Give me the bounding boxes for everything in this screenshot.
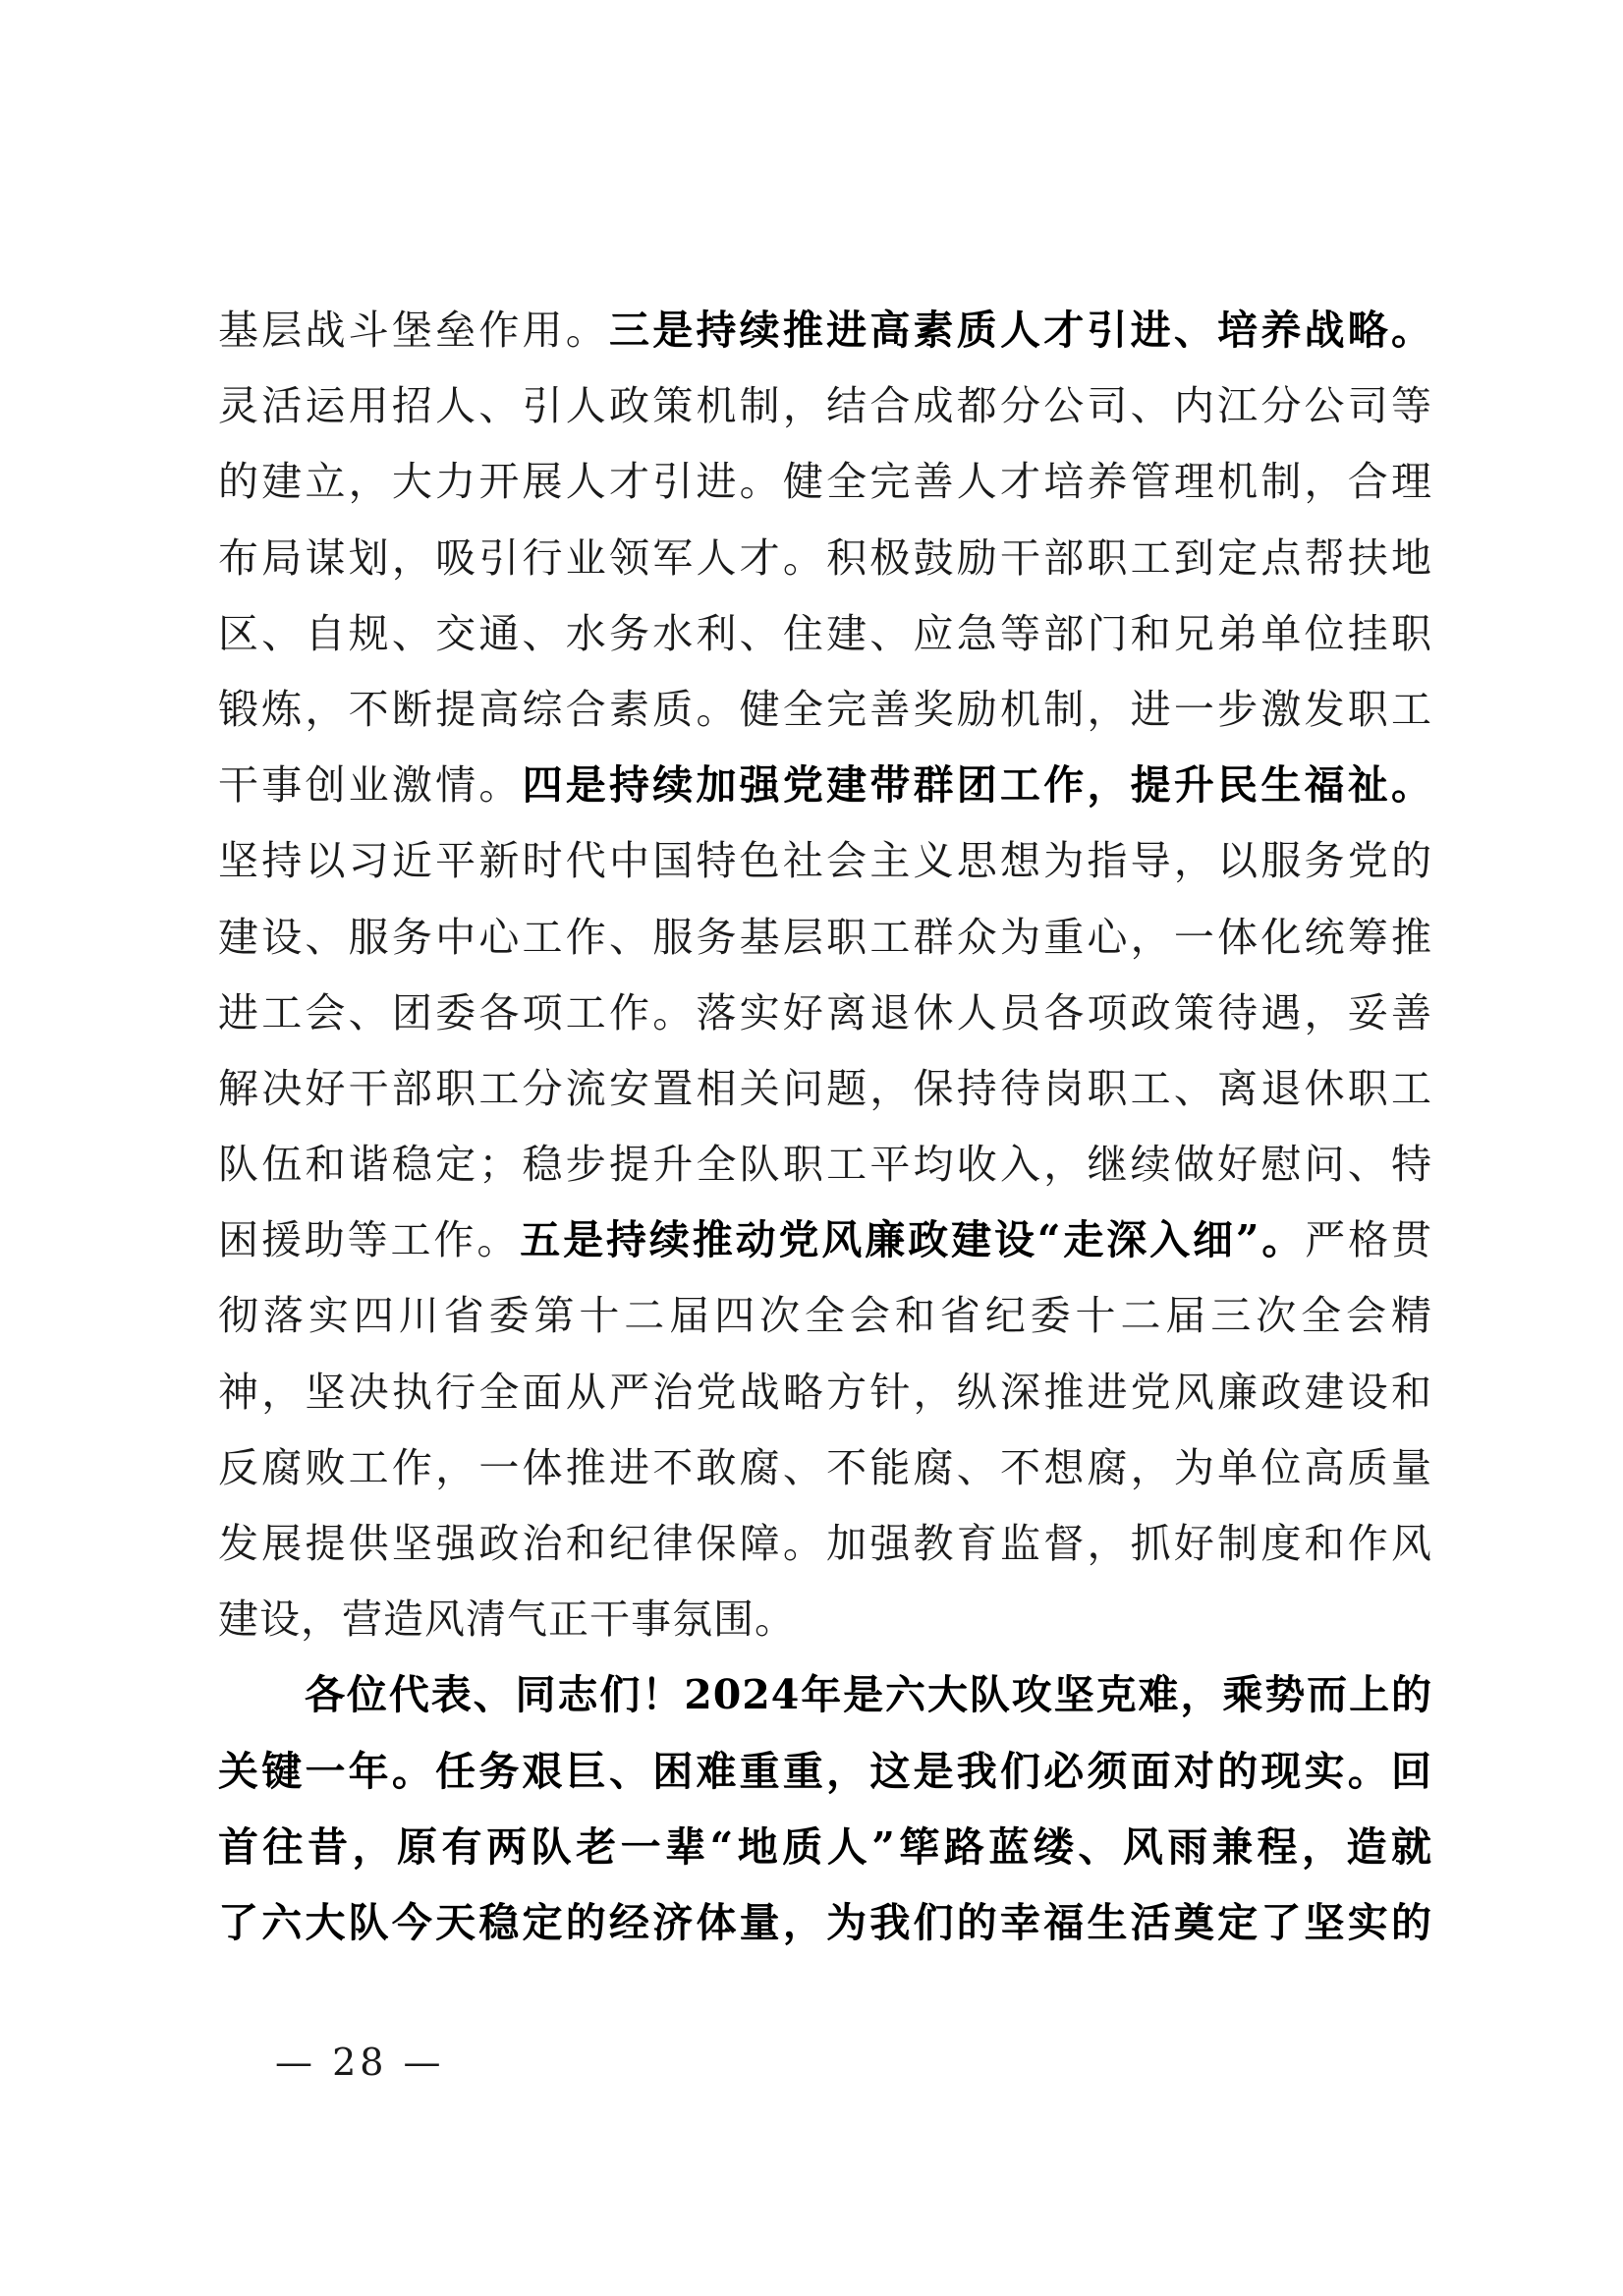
text-line <box>218 823 1432 899</box>
text-line <box>218 1203 1432 1278</box>
text-segment: 干事创业激情。 <box>218 761 523 810</box>
text-segment: 反腐败工作，一体推进不敢腐、不能腐、不想腐，为单位高质量 <box>218 1443 1432 1491</box>
text-segment: 发展提供坚强政治和纪律保障。加强教育监督，抓好制度和作风 <box>218 1520 1432 1567</box>
text-segment: 队伍和谐稳定；稳步提升全队职工平均收入，继续做好慰问、特 <box>218 1141 1432 1189</box>
text-segment: 解决好干部职工分流安置相关问题，保持待岗职工、离退休职工 <box>218 1064 1432 1112</box>
text-segment: 建设、服务中心工作、服务基层职工群众为重心，一体化统筹推 <box>218 913 1432 961</box>
bold-text-segment: 五是持续推动党风廉政建设“走深入细”。 <box>520 1216 1306 1264</box>
text-line <box>218 521 1432 596</box>
bold-text-segment: 关键一年。任务艰巨、困难重重，这是我们必须面对的现实。回 <box>218 1747 1432 1795</box>
text-line <box>218 672 1432 748</box>
text-segment: 锻炼，不断提高综合素质。健全完善奖励机制，进一步激发职工 <box>218 685 1432 733</box>
text-line <box>218 444 1432 520</box>
text-line <box>218 1430 1432 1506</box>
page-number: — 28 — <box>275 2041 445 2084</box>
text-segment: 严格贯 <box>1305 1216 1433 1264</box>
text-line <box>218 900 1432 976</box>
text-line <box>218 1127 1432 1203</box>
text-segment: 彻落实四川省委第十二届四次全会和省纪委十二届三次全会精 <box>218 1292 1432 1340</box>
body-text <box>218 293 1432 1961</box>
text-segment: 进工会、团委各项工作。落实好离退休人员各项政策待遇，妥善 <box>218 988 1432 1036</box>
text-segment: 困援助等工作。 <box>218 1216 521 1264</box>
text-segment: 的建立，大力开展人才引进。健全完善人才培养管理机制，合理 <box>218 458 1432 506</box>
bold-text-segment: 各位代表、同志们！2024年是六大队攻坚克难，乘势而上的 <box>305 1671 1432 1719</box>
text-segment: 区、自规、交通、水务水利、住建、应急等部门和兄弟单位挂职 <box>218 609 1432 657</box>
text-segment: 神，坚决执行全面从严治党战略方针，纵深推进党风廉政建设和 <box>218 1368 1432 1416</box>
text-line <box>218 1810 1432 1885</box>
text-line <box>218 1355 1432 1430</box>
text-line <box>218 368 1432 444</box>
text-line <box>218 1657 1432 1733</box>
text-line <box>218 1051 1432 1127</box>
text-line <box>218 1734 1432 1810</box>
text-segment: 基层战斗堡垒作用。 <box>218 307 609 354</box>
text-line <box>218 1506 1432 1582</box>
text-segment: 灵活运用招人、引人政策机制，结合成都分公司、内江分公司等 <box>218 382 1432 430</box>
text-line <box>218 1582 1432 1657</box>
text-line <box>218 976 1432 1051</box>
text-line <box>218 293 1432 368</box>
text-segment: 布局谋划，吸引行业领军人才。积极鼓励干部职工到定点帮扶地 <box>218 533 1432 582</box>
text-segment: 建设，营造风清气正干事氛围。 <box>218 1596 796 1644</box>
bold-text-segment: 三是持续推进高素质人才引进、培养战略。 <box>609 307 1432 354</box>
text-line <box>218 748 1432 823</box>
text-line <box>218 1885 1432 1961</box>
text-line <box>218 596 1432 672</box>
bold-text-segment: 首往昔，原有两队老一辈“地质人”筚路蓝缕、风雨兼程，造就 <box>218 1822 1432 1871</box>
text-segment: 坚持以习近平新时代中国特色社会主义思想为指导，以服务党的 <box>218 837 1432 885</box>
text-line <box>218 1278 1432 1354</box>
bold-text-segment: 了六大队今天稳定的经济体量，为我们的幸福生活奠定了坚实的 <box>218 1898 1432 1946</box>
bold-text-segment: 四是持续加强党建带群团工作，提升民生福祉。 <box>522 761 1433 810</box>
